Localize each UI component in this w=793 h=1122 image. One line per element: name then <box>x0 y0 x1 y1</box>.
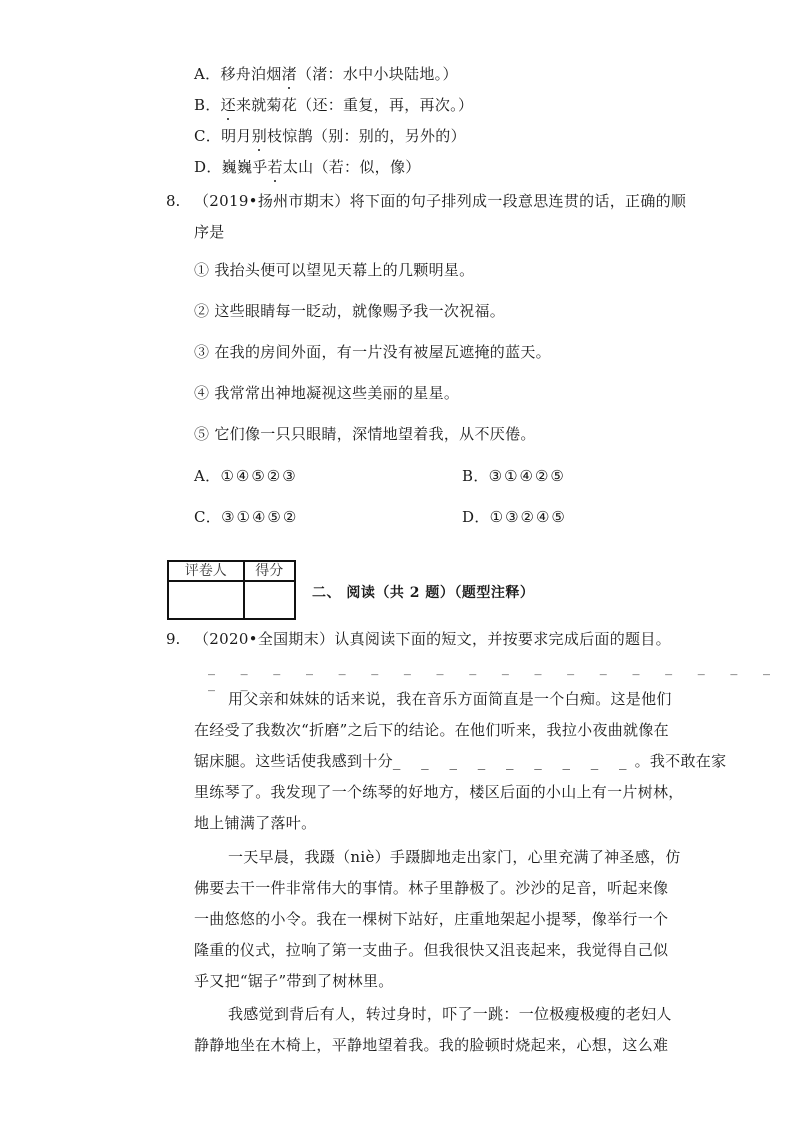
q8-sentence-2: ② 这些眼睛每一眨动，就像赐予我一次祝福。 <box>194 302 506 320</box>
option-value: ①④⑤②③ <box>220 467 298 485</box>
q7-option-b <box>194 95 473 115</box>
score-table <box>167 560 296 620</box>
option-label: A． <box>194 467 221 485</box>
passage-line-with-blank <box>194 751 726 771</box>
option-text: 枝惊鹊（别：别的，另外的） <box>267 127 466 145</box>
q7-option-c <box>194 126 466 146</box>
q8-sentence-5: ⑤ 它们像一只只眼睛，深情地望着我，从不厌倦。 <box>194 425 536 443</box>
option-label: B． <box>462 467 489 485</box>
passage-line: 静静地坐在木椅上，平静地望着我。我的脸顿时烧起来，心想，这么难 <box>194 1036 669 1054</box>
question-number-8: 8. <box>166 192 181 210</box>
score-cell <box>244 581 296 619</box>
passage-line: 里练琴了。我发现了一个练琴的好地方，楼区后面的小山上有一片树林， <box>194 783 684 801</box>
score-header: 得分 <box>244 561 296 581</box>
passage-line: 隆重的仪式，拉响了第一支曲子。但我很快又沮丧起来，我觉得自己似 <box>194 941 669 959</box>
grader-header: 评卷人 <box>168 561 244 581</box>
option-text: 巍巍乎 <box>221 158 268 176</box>
emphasis-char: 若 <box>267 158 283 176</box>
q7-option-d <box>194 157 421 177</box>
option-label: A． <box>194 65 221 83</box>
fill-in-blank[interactable]: _ _ _ _ _ _ _ _ _ <box>392 752 635 770</box>
option-label: D． <box>194 158 222 176</box>
q8-option-a <box>194 466 298 486</box>
option-text: （渚：水中小块陆地。） <box>296 65 458 83</box>
option-text: 移舟泊烟 <box>220 65 282 83</box>
option-value: ①③②④⑤ <box>489 508 567 526</box>
q8-option-c <box>194 507 298 527</box>
passage-line: 一天早晨，我蹑（niè）手蹑脚地走出家门，心里充满了神圣感，仿 <box>228 848 681 866</box>
q9-stem: （2020•全国期末）认真阅读下面的短文，并按要求完成后面的题目。 <box>194 630 671 648</box>
option-value: ③①④②⑤ <box>488 467 566 485</box>
passage-line: 用父亲和妹妹的话来说，我在音乐方面简直是一个白痴。这是他们 <box>228 690 672 708</box>
option-text: 太山（若：似，像） <box>282 158 421 176</box>
title-blank-line: _ _ _ _ _ _ _ _ _ _ _ _ _ _ _ _ _ _ _ _ <box>208 660 781 692</box>
emphasis-char: 别 <box>251 127 267 145</box>
passage-line: 地上铺满了落叶。 <box>194 814 317 832</box>
option-label: B． <box>194 96 221 114</box>
q8-sentence-4: ④ 我常常出神地凝视这些美丽的星星。 <box>194 384 460 402</box>
emphasis-char: 渚 <box>281 65 297 83</box>
option-label: D． <box>462 508 490 526</box>
passage-line: 一曲悠悠的小令。我在一棵树下站好，庄重地架起小提琴，像举行一个 <box>194 910 669 928</box>
option-value: ③①④⑤② <box>221 508 299 526</box>
question-number-9: 9. <box>166 630 181 648</box>
option-text: 明月 <box>221 127 252 145</box>
q7-option-a <box>194 64 458 84</box>
q8-stem-line1: （2019•扬州市期末）将下面的句子排列成一段意思连贯的话，正确的顺 <box>194 192 687 210</box>
q8-sentence-1: ① 我抬头便可以望见天幕上的几颗明星。 <box>194 261 475 279</box>
passage-text: 。我不敢在家 <box>634 752 727 770</box>
passage-line: 乎又把“锯子”带到了树林里。 <box>194 972 394 990</box>
grader-cell <box>168 581 244 619</box>
option-text: 来就菊花（还：重复，再，再次。） <box>235 96 474 114</box>
passage-text: 锯床腿。这些话使我感到十分 <box>194 752 393 770</box>
passage-line: 在经受了我数次“折磨”之后下的结论。在他们听来，我拉小夜曲就像在 <box>194 721 669 739</box>
passage-line: 我感觉到背后有人，转过身时，吓了一跳：一位极瘦极瘦的老妇人 <box>228 1005 672 1023</box>
passage-line: 佛要去干一件非常伟大的事情。林子里静极了。沙沙的足音，听起来像 <box>194 879 669 897</box>
emphasis-char: 还 <box>220 96 236 114</box>
q8-option-b <box>462 466 566 486</box>
q8-sentence-3: ③ 在我的房间外面，有一片没有被屋瓦遮掩的蓝天。 <box>194 343 551 361</box>
section-title: 二、 阅读（共 2 题）（题型注释） <box>312 585 535 601</box>
q8-stem-line2: 序是 <box>194 223 225 241</box>
option-label: C． <box>194 508 222 526</box>
option-label: C． <box>194 127 222 145</box>
q8-option-d <box>462 507 567 527</box>
